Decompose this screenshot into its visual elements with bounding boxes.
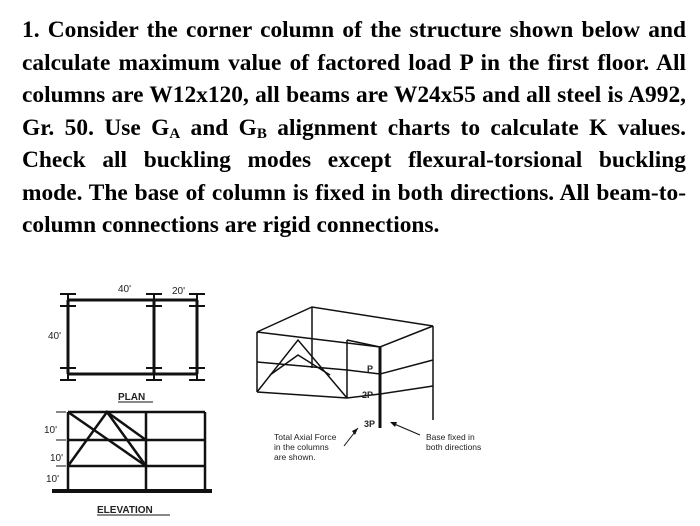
plan-view (48, 284, 205, 403)
plan-dim-side: 40' (48, 331, 62, 342)
subscript-b: B (256, 125, 267, 142)
problem-text-1: 1. Consider the corner column of the structure shown below and calculate maximum value of factored load P in the first floor. All columns are W12x120, all beams are W24x55 and all steel is A992, Gr. 50. Use G (22, 17, 686, 141)
elevation-view (44, 412, 212, 516)
elevation-title: ELEVATION (97, 505, 153, 516)
note-base-1: Base fixed in (426, 432, 475, 442)
plan-beams (68, 300, 197, 374)
subscript-a: A (169, 125, 181, 142)
plan-title: PLAN (118, 392, 146, 403)
problem-text-2: and G (180, 114, 257, 141)
problem-text-3: alignment charts to calculate K values. Check all buckling modes except flexural-torsional buckling mode. The base of column is fixed in both directions. All beam-to-column connections are rigid connections. (22, 114, 686, 238)
plan-dim-40: 40' (118, 284, 132, 295)
plan-dim-20: 20' (172, 286, 186, 297)
note-axial-1: Total Axial Force (274, 432, 337, 442)
base-arrow (392, 423, 420, 435)
load-2p: 2P (362, 390, 374, 400)
story-height-3: 10' (44, 425, 58, 436)
story-height-2: 10' (50, 453, 64, 464)
note-base-2: both directions (426, 442, 482, 452)
story-height-1: 10' (46, 474, 60, 485)
isometric-frame (257, 307, 433, 420)
plan-columns (60, 294, 205, 380)
load-3p: 3P (364, 419, 376, 429)
note-axial-2: in the columns (274, 442, 329, 452)
note-axial-3: are shown. (274, 452, 316, 462)
isometric-view (257, 307, 481, 462)
load-p: P (367, 364, 374, 374)
